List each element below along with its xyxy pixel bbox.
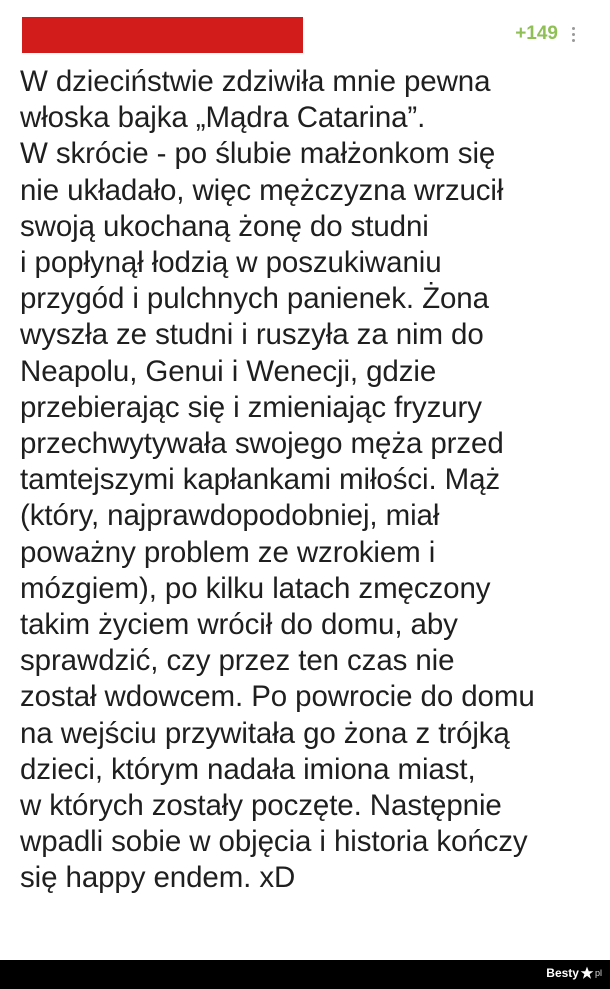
more-options-icon[interactable] xyxy=(566,22,580,46)
post-text-line: przebierając się i zmieniając fryzury xyxy=(20,390,482,424)
watermark-suffix: pl xyxy=(594,968,602,978)
post-text-line: poważny problem ze wzrokiem i xyxy=(20,535,436,569)
post-text-line: sprawdzić, czy przez ten czas nie xyxy=(20,644,455,678)
post-text-line: (który, najprawdopodobniej, miał xyxy=(20,499,440,533)
post-text-line: Neapolu, Genui i Wenecji, gdzie xyxy=(20,354,437,388)
post-text-line: takim życiem wrócił do domu, aby xyxy=(20,608,458,642)
post-text-line: się happy endem. xD xyxy=(20,861,296,895)
redacted-username xyxy=(22,17,303,53)
post-text-line: włoska bajka „Mądra Catarina”. xyxy=(20,101,426,135)
post-text-line: wyszła ze studni i ruszyła za nim do xyxy=(20,318,484,352)
vote-score: +149 xyxy=(515,23,558,44)
watermark-logo xyxy=(546,966,602,980)
post-text-line: W dzieciństwie zdziwiła mnie pewna xyxy=(20,65,491,98)
post-text-line: w których zostały poczęte. Następnie xyxy=(20,789,502,823)
post-text-line: na wejściu przywitała go żona z trójką xyxy=(20,716,510,750)
post-text-line: mózgiem), po kilku latach zmęczony xyxy=(20,571,491,605)
post-text-line: swoją ukochaną żonę do studni xyxy=(20,209,429,243)
post-text-line: został wdowcem. Po powrocie do domu xyxy=(20,680,535,714)
watermark-prefix: Besty xyxy=(546,966,579,980)
post-text-line: wpadli sobie w objęcia i historia kończy xyxy=(20,825,528,859)
post-text-line: i popłynął łodzią w poszukiwaniu xyxy=(20,246,442,280)
post-text-line: W skrócie - po ślubie małżonkom się xyxy=(20,137,496,171)
post-body xyxy=(20,64,608,897)
post-text-line: tamtejszymi kapłankami miłości. Mąż xyxy=(20,463,501,497)
post-text-line: przechwytywała swojego męża przed xyxy=(20,427,504,461)
post-text-line: nie układało, więc mężczyzna wrzucił xyxy=(20,173,504,207)
footer-bar xyxy=(0,960,610,989)
post-text-line: dzieci, którym nadała imiona miast, xyxy=(20,752,476,786)
star-icon xyxy=(580,966,594,980)
post-text-line: przygód i pulchnych panienek. Żona xyxy=(20,282,489,316)
